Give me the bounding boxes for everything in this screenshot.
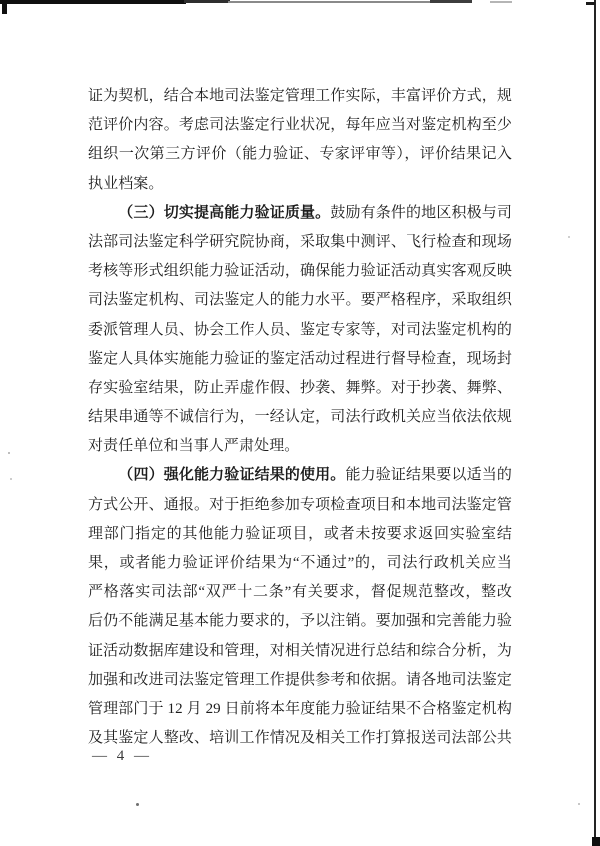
- text-line: [88, 607, 512, 636]
- text-line: [88, 82, 512, 111]
- text-line: [88, 199, 512, 228]
- body-text: 对责任单位和当事人严肃处理。: [88, 438, 300, 455]
- scan-artifact-speck: [8, 452, 10, 454]
- text-line: [88, 666, 512, 695]
- body-text: 司法鉴定机构、司法鉴定人的能力水平。要严格程序，采取组织: [88, 292, 512, 309]
- body-text: 方式公开、通报。对于拒绝参加专项检查项目和本地司法鉴定管: [88, 496, 512, 513]
- body-text: 法部司法鉴定科学研究院协商，采取集中测评、飞行检查和现场: [88, 233, 512, 250]
- text-line: [88, 461, 512, 490]
- body-text: 理部门指定的其他能力验证项目，或者未按要求返回实验室结: [88, 525, 512, 542]
- scan-artifact-speck: [578, 803, 580, 805]
- page-number: — 4 —: [92, 748, 152, 764]
- text-line: [88, 140, 512, 169]
- body-text: 管理部门于 12 月 29 日前将本年度能力验证结果不合格鉴定机构: [88, 700, 512, 717]
- body-text: 鉴定人具体实施能力验证的鉴定活动过程进行督导检查，现场封: [88, 350, 512, 367]
- text-line: [88, 637, 512, 666]
- body-text: 鼓励有条件的地区积极与司: [330, 204, 512, 221]
- body-text: 范评价内容。考虑司法鉴定行业状况，每年应当对鉴定机构至少: [88, 117, 512, 134]
- scan-artifact-speck: [568, 236, 570, 238]
- text-line: [88, 345, 512, 374]
- scan-artifact-speck: [136, 803, 139, 806]
- scan-artifact-top-bar-segment: [430, 0, 472, 3]
- section-heading-text: （四）强化能力验证结果的使用。: [118, 467, 346, 484]
- scan-artifact-bottom-right-mark: [592, 837, 600, 846]
- text-line: [88, 491, 512, 520]
- body-text: 及其鉴定人整改、培训工作情况及相关工作打算报送司法部公共: [88, 730, 512, 747]
- text-line: [88, 374, 512, 403]
- scan-artifact-speck: [10, 478, 12, 480]
- scan-artifact-corner-tick: [2, 3, 7, 14]
- text-line: [88, 170, 512, 199]
- scan-artifact-top-bar-gray: [228, 1, 432, 3]
- body-text: 严格落实司法部“双严十二条”有关要求，督促规范整改，整改: [88, 584, 512, 601]
- body-text: 证为契机，结合本地司法鉴定管理工作实际，丰富评价方式，规: [88, 88, 512, 104]
- body-text: 后仍不能满足基本能力要求的，予以注销。要加强和完善能力验: [88, 613, 512, 630]
- body-text: 证活动数据库建设和管理，对相关情况进行总结和综合分析，为: [88, 642, 512, 659]
- body-text: 果，或者能力验证评价结果为“不通过”的，司法行政机关应当: [88, 555, 512, 571]
- body-text: 存实验室结果，防止弄虚作假、抄袭、舞弊。对于抄袭、舞弊、: [88, 379, 512, 396]
- text-line: [88, 228, 512, 257]
- scan-artifact-top-bar-fade: [184, 0, 230, 3]
- body-text: 执业档案。: [88, 175, 164, 192]
- body-text: 结果串通等不诚信行为，一经认定，司法行政机关应当依法依规: [88, 409, 512, 426]
- text-line: [88, 549, 512, 578]
- scan-artifact-top-right-tick: [586, 2, 595, 5]
- text-line: [88, 111, 512, 140]
- text-line: [88, 403, 512, 432]
- body-text: 加强和改进司法鉴定管理工作提供参考和依据。请各地司法鉴定: [88, 671, 512, 688]
- text-line: [88, 432, 512, 461]
- scan-artifact-right-edge-line: [594, 0, 596, 846]
- body-text: 能力验证结果要以适当的: [345, 467, 512, 484]
- text-line: [88, 316, 512, 345]
- body-text: 委派管理人员、协会工作人员、鉴定专家等，对司法鉴定机构的: [88, 321, 512, 338]
- text-line: [88, 257, 512, 286]
- body-text: 考核等形式组织能力验证活动，确保能力验证活动真实客观反映: [88, 263, 512, 280]
- body-text: 组织一次第三方评价（能力验证、专家评审等），评价结果记入: [88, 146, 512, 163]
- text-line: [88, 578, 512, 607]
- scan-artifact-top-bar-faint: [490, 1, 512, 3]
- section-heading-text: （三）切实提高能力验证质量。: [118, 204, 331, 221]
- text-line: [88, 286, 512, 315]
- document-body: [88, 82, 512, 753]
- scan-artifact-top-bar: [0, 0, 186, 4]
- text-line: [88, 520, 512, 549]
- text-line: [88, 695, 512, 724]
